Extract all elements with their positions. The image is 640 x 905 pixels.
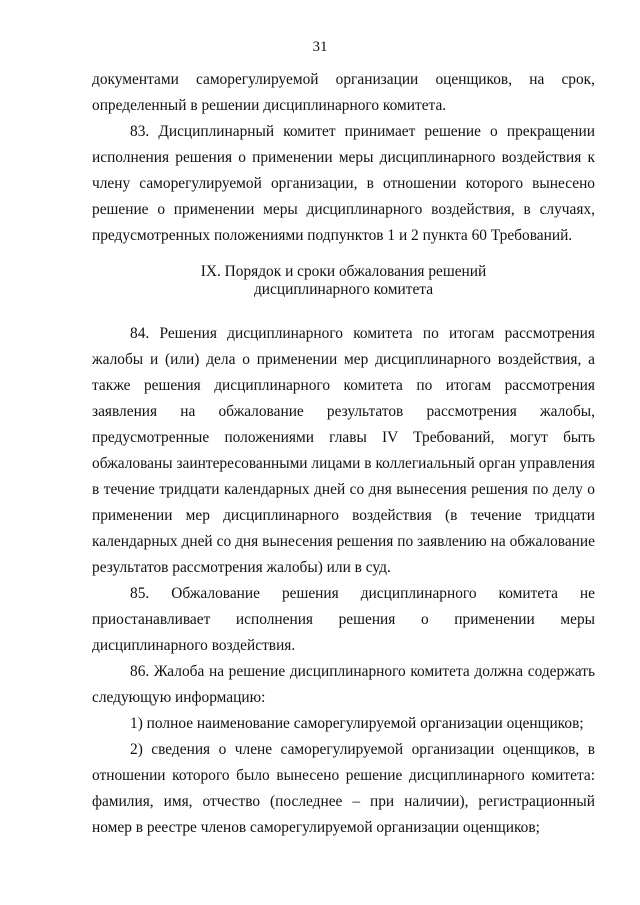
intro-line-1	[92, 67, 595, 93]
list-item-2: 2) сведения о члене саморегулируемой организации оценщиков, в отношении которого было вынесено решение дисциплинарного комитета: фамилия, имя, отчество (последнее – при наличии), регистрационный номер в реестре членов саморегулируемой организации оценщиков;	[92, 741, 595, 836]
document-body	[92, 67, 595, 841]
intro-line-2: определенный в решении дисциплинарного комитета.	[92, 97, 447, 114]
paragraph-86: 86. Жалоба на решение дисциплинарного комитета должна содержать следующую информацию:	[92, 663, 595, 706]
paragraph-84: 84. Решения дисциплинарного комитета по итогам рассмотрения жалобы и (или) дела о применении мер дисциплинарного воздействия, а также решения дисциплинарного комитета по итогам рассмотрения заявления на обжалование результатов рассмотрения жалобы, предусмотренные положениями главы IV Требований, могут быть обжалованы заинтересованными лицами в коллегиальный орган управления в течение тридцати календарных дней со дня вынесения решения по делу о применении мер дисциплинарного воздействия (в течение тридцати календарных дней со дня вынесения решения по заявлению на обжалование результатов рассмотрения жалобы) или в суд.	[92, 325, 595, 576]
paragraph-85: 85. Обжалование решения дисциплинарного комитета не приостанавливает исполнения решения о применении меры дисциплинарного воздействия.	[92, 585, 595, 654]
paragraph-83: 83. Дисциплинарный комитет принимает решение о прекращении исполнения решения о применении меры дисциплинарного воздействия к члену саморегулируемой организации, в отношении которого вынесено решение о применении меры дисциплинарного воздействия, в случаях, предусмотренных положениями подпунктов 1 и 2 пункта 60 Требований.	[92, 123, 595, 244]
section-heading-line-1: IX. Порядок и сроки обжалования решений	[200, 263, 487, 280]
section-heading-line-2: дисциплинарного комитета	[253, 281, 434, 298]
intro-line-1-text: документами саморегулируемой организации оценщиков, на срок,	[92, 71, 595, 88]
list-item-1: 1) полное наименование саморегулируемой организации оценщиков;	[130, 715, 584, 732]
page-number: 31	[312, 39, 328, 55]
section-heading	[92, 263, 595, 299]
